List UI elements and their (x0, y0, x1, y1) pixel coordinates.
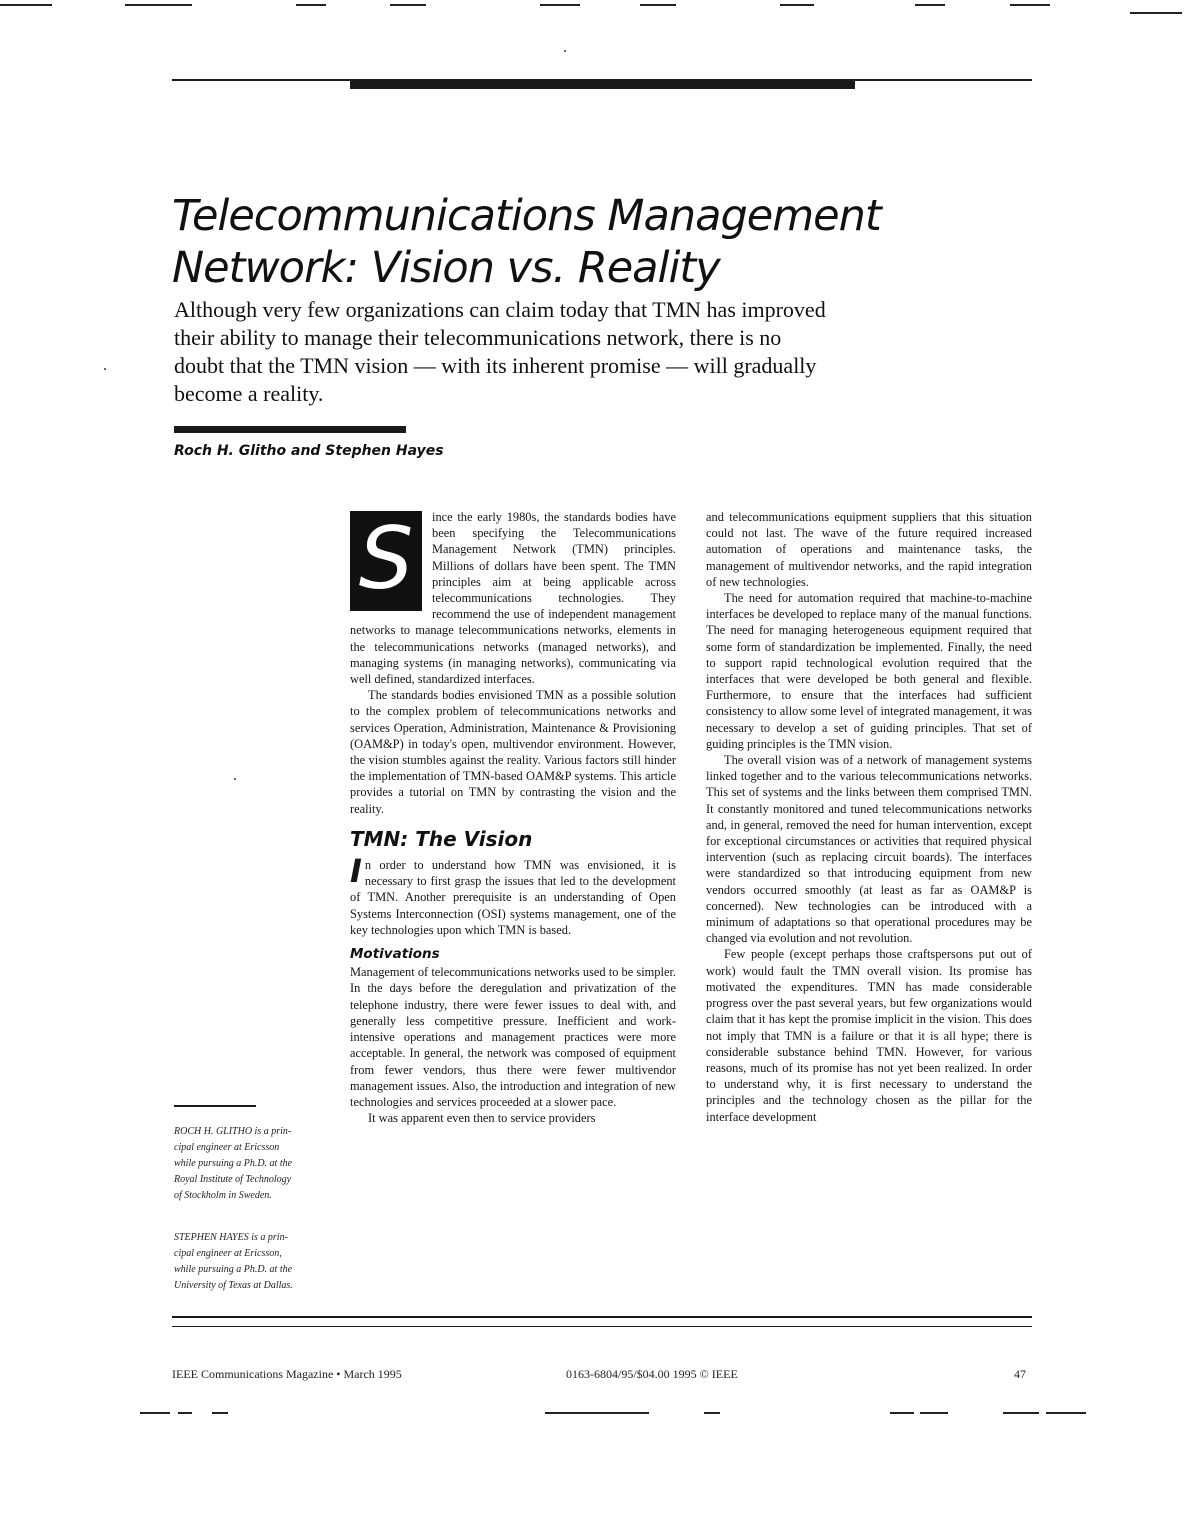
article-title (172, 190, 1072, 294)
bio-line: cipal engineer at Ericsson, (174, 1248, 282, 1259)
bio-line: while pursuing a Ph.D. at the (174, 1264, 293, 1275)
vision-drop-letter: I (350, 852, 362, 891)
scan-speck (564, 50, 566, 52)
title-line-2: Network: Vision vs. Reality (172, 243, 720, 293)
deck-line: become a reality. (174, 381, 324, 406)
intro-paragraph-1: ince the early 1980s, the standards bodies have been specifying the Telecommunications Management Network (TMN) principles. Millions of dollars have been spent. The TMN principles aim at being applicable across telecommunications technologies. They recommend the use of independent management networks to manage telecommunications networks, elements in the telecommunications networks (managed networks), and managing systems (in managing networks), communicating via well defined, standardized interfaces. (350, 510, 676, 687)
scan-mark (915, 4, 945, 6)
title-line-1: Telecommunications Management (172, 191, 881, 241)
scan-mark (1003, 1412, 1039, 1414)
scan-mark (0, 4, 52, 6)
vision-paragraph-1 (350, 852, 676, 938)
scan-mark (140, 1412, 170, 1414)
section-heading: TMN: The Vision (350, 826, 533, 851)
scan-mark (1046, 1412, 1086, 1414)
footer-journal: IEEE Communications Magazine • March 1995 (172, 1367, 402, 1381)
deck-line: doubt that the TMN vision — with its inherent promise — will gradually (174, 353, 817, 378)
bio-glitho (174, 1124, 324, 1204)
scan-mark (125, 4, 192, 6)
bio-line: University of Texas at Dallas. (174, 1280, 293, 1291)
motivations-paragraph-2: It was apparent even then to service providers (368, 1111, 596, 1126)
bio-line: Royal Institute of Technology (174, 1174, 292, 1185)
bio-hayes (174, 1230, 324, 1294)
footer-rule (172, 1326, 1032, 1327)
col3-paragraph-4: Few people (except perhaps those craftspersons put out of work) would fault the TMN overall vision. Its promise has motivated the expenditures. TMN has made considerable progress over the past several years, but few organizations would claim that it has kept the promise implicit in the vision. This does not imply that TMN is a failure or that it is all hype; there is considerable substance behind TMN. However, for various reasons, much of its promise has not yet been realized. In order to understand why, it is first necessary to understand the principles and the technology chosen as the pillar for the interface development (706, 947, 1032, 1124)
scan-mark (296, 4, 326, 6)
page-number: 47 (1014, 1367, 1026, 1381)
bio-line: ROCH H. GLITHO is a prin- (174, 1126, 292, 1137)
bio-line: cipal engineer at Ericsson (174, 1142, 280, 1153)
author-byline: Roch H. Glitho and Stephen Hayes (174, 443, 444, 459)
bio-rule (174, 1105, 256, 1107)
bio-line: of Stockholm in Sweden. (174, 1190, 272, 1201)
vision-paragraph-text: n order to understand how TMN was envisioned, it is necessary to first grasp the issues that led to the development of TMN. Another prerequisite is an understanding of Open Systems Interconnection (OSI) systems management, one of the key technologies upon which TMN is based. (350, 858, 676, 937)
subsection-heading: Motivations (350, 946, 440, 963)
scan-mark (704, 1412, 720, 1414)
body-column-2 (350, 509, 676, 1126)
drop-cap: S (350, 511, 422, 611)
scan-mark (890, 1412, 914, 1414)
deck-line: Although very few organizations can claim today that TMN has improved (174, 297, 826, 322)
scan-mark (540, 4, 580, 6)
intro-paragraph-2: The standards bodies envisioned TMN as a possible solution to the complex problem of telecommunications networks and services Operation, Administration, Maintenance & Provisioning (OAM&P) in today's open, multivendor environment. However, the vision stumbles against the reality. Various factors still hinder the implementation of TMN-based OAM&P systems. This article provides a tutorial on TMN by contrasting the vision and the reality. (350, 688, 676, 816)
footer-rule (172, 1316, 1032, 1318)
bio-line: while pursuing a Ph.D. at the (174, 1158, 293, 1169)
deck-rule (174, 426, 406, 433)
scan-mark (640, 4, 676, 6)
scan-speck (234, 778, 236, 780)
header-rule-thick (350, 81, 855, 89)
scan-mark (212, 1412, 228, 1414)
scan-mark (390, 4, 426, 6)
footer-copyright: 0163-6804/95/$04.00 1995 © IEEE (566, 1367, 738, 1381)
scan-mark (1010, 4, 1050, 6)
motivations-paragraph-1: Management of telecommunications networks used to be simpler. In the days before the deregulation and privatization of the telephone industry, there were fewer issues to deal with, and generally less competitive pressure. Inefficient and work-intensive operations and management practices were more acceptable. In general, the network was composed of equipment from fewer vendors, thus there were fewer multivendor management issues. Also, the introduction and integration of new technologies and services proceeded at a slower pace. (350, 965, 676, 1109)
article-deck (174, 296, 934, 408)
bio-line: STEPHEN HAYES is a prin- (174, 1232, 288, 1243)
scan-mark (545, 1412, 649, 1414)
scan-mark (780, 4, 814, 6)
col3-paragraph-1: and telecommunications equipment suppliers that this situation could not last. The wave of the future required increased automation of operations and maintenance tasks, the management of multivendor networks, and the rapid integration of new technologies. (706, 510, 1032, 589)
scan-mark (1130, 12, 1182, 14)
col3-paragraph-3: The overall vision was of a network of management systems linked together and to the various telecommunications networks. This set of systems and the links between them comprised TMN. It constantly monitored and tuned telecommunications networks and, in general, removed the need for human intervention, except for exceptional circumstances or activities that required physical intervention (such as replacing circuit boards). The interfaces were standardized so that introducing equipment from new vendors occurred smoothly (at least as far as OAM&P is concerned). New technologies can be introduced with a minimum of adaptations so that operational procedures may be changed via evolution and not revolution. (706, 753, 1032, 946)
deck-line: their ability to manage their telecommunications network, there is no (174, 325, 782, 350)
col3-paragraph-2: The need for automation required that machine-to-machine interfaces be developed to replace many of the manual functions. The need for managing heterogeneous equipment required that some form of standardization be implemented. Finally, the need to support rapid technological evolution required that the interfaces that were developed be both general and flexible. Furthermore, to ensure that the interfaces had sufficient consistency to allow some level of integrated management, it was necessary to develop a set of guiding principles. That set of guiding principles is the TMN vision. (706, 591, 1032, 751)
body-column-3 (706, 509, 1032, 1125)
scan-speck (104, 368, 106, 370)
scan-mark (920, 1412, 948, 1414)
scan-mark (178, 1412, 192, 1414)
